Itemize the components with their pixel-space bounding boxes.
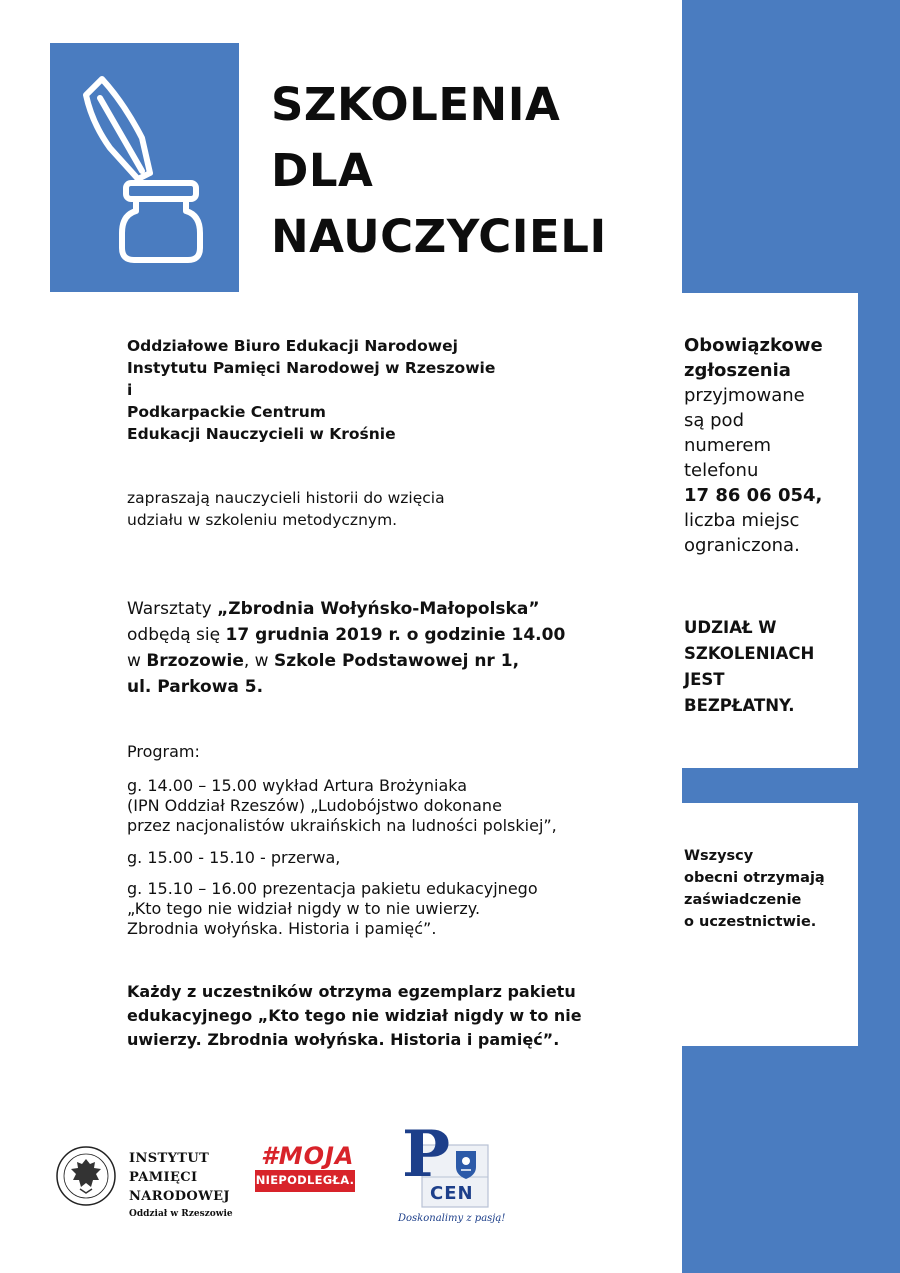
registration-line: telefonu bbox=[684, 460, 759, 481]
certificate-line: zaświadczenie bbox=[684, 892, 802, 908]
workshop-date: 17 grudnia 2019 r. o godzinie 14.00 bbox=[225, 625, 566, 645]
registration-line: Obowiązkowe bbox=[684, 335, 823, 356]
workshop-address: ul. Parkowa 5. bbox=[127, 677, 264, 697]
certificate-line: obecni otrzymają bbox=[684, 870, 825, 886]
registration-phone: 17 86 06 054, bbox=[684, 485, 823, 506]
ipn-branch-label: Oddział w Rzeszowie bbox=[129, 1209, 233, 1219]
ipn-logo-text bbox=[129, 1149, 230, 1206]
program-item bbox=[127, 776, 557, 836]
registration-line: przyjmowane bbox=[684, 385, 805, 406]
certificate-line: Wszyscy bbox=[684, 848, 754, 864]
organizer-line: Instytutu Pamięci Narodowej w Rzeszowie bbox=[127, 359, 496, 377]
moja-bar-text: NIEPODLEGŁA. bbox=[255, 1173, 355, 1187]
workshop-place-sep: , w bbox=[243, 651, 274, 671]
moja-bar bbox=[255, 1170, 355, 1192]
organizer-line: i bbox=[127, 381, 133, 399]
certificate-line: o uczestnictwie. bbox=[684, 914, 817, 930]
program-item-line: g. 15.00 - 15.10 - przerwa, bbox=[127, 848, 341, 867]
organizer-line: Edukacji Nauczycieli w Krośnie bbox=[127, 425, 396, 443]
pcen-tagline: Doskonalimy z pasją! bbox=[398, 1213, 506, 1224]
invitation-line: zapraszają nauczycieli historii do wzięcia bbox=[127, 489, 445, 507]
closing-line: edukacyjnego „Kto tego nie widział nigdy w to nie bbox=[127, 1006, 582, 1025]
quill-inkwell-icon bbox=[50, 43, 239, 292]
program-item bbox=[127, 879, 538, 939]
closing-note bbox=[127, 980, 582, 1052]
ipn-logo-line: INSTYTUT bbox=[129, 1151, 210, 1166]
title-line: SZKOLENIA bbox=[271, 78, 561, 131]
organizer-line: Oddziałowe Biuro Edukacji Narodowej bbox=[127, 337, 458, 355]
program-item-line: Zbrodnia wołyńska. Historia i pamięć”. bbox=[127, 919, 437, 938]
workshop-place-prefix: w bbox=[127, 651, 147, 671]
workshop-town: Brzozowie bbox=[146, 651, 244, 671]
program-item-line: g. 14.00 – 15.00 wykład Artura Brożyniaka bbox=[127, 776, 468, 795]
workshop-school: Szkole Podstawowej nr 1, bbox=[274, 651, 520, 671]
organizer-line: Podkarpackie Centrum bbox=[127, 403, 326, 421]
program-label: Program: bbox=[127, 742, 200, 761]
registration-line: liczba miejsc bbox=[684, 510, 800, 531]
free-line: UDZIAŁ W bbox=[684, 618, 777, 637]
organizers-block bbox=[127, 335, 495, 445]
title-line: DLA bbox=[271, 144, 374, 197]
free-participation-note bbox=[684, 615, 814, 719]
moja-hashtag: #MOJA bbox=[261, 1142, 355, 1170]
program-item-line: (IPN Oddział Rzeszów) „Ludobójstwo dokonane bbox=[127, 796, 502, 815]
page-title bbox=[271, 72, 607, 270]
program-item bbox=[127, 848, 340, 868]
registration-line: numerem bbox=[684, 435, 772, 456]
ipn-logo-line: PAMIĘCI bbox=[129, 1170, 198, 1185]
closing-line: Każdy z uczestników otrzyma egzemplarz pakietu bbox=[127, 982, 576, 1001]
workshop-title: „Zbrodnia Wołyńsko-Małopolska” bbox=[217, 599, 540, 619]
certificate-note bbox=[684, 845, 825, 933]
free-line: BEZPŁATNY. bbox=[684, 696, 795, 715]
ipn-eagle-seal-icon bbox=[55, 1145, 117, 1207]
ipn-logo-line: NARODOWEJ bbox=[129, 1189, 230, 1204]
moja-niepodlegla-logo bbox=[255, 1140, 355, 1212]
pcen-letter-p: P bbox=[402, 1117, 451, 1192]
program-item-line: g. 15.10 – 16.00 prezentacja pakietu edukacyjnego bbox=[127, 879, 538, 898]
registration-line: są pod bbox=[684, 410, 744, 431]
free-line: JEST bbox=[684, 670, 725, 689]
invitation-line: udziału w szkoleniu metodycznym. bbox=[127, 511, 398, 529]
workshop-date-prefix: odbędą się bbox=[127, 625, 226, 645]
registration-info bbox=[684, 333, 823, 558]
registration-line: ograniczona. bbox=[684, 535, 800, 556]
workshop-details bbox=[127, 596, 565, 700]
pcen-letters-cen: CEN bbox=[430, 1183, 474, 1204]
program-item-line: „Kto tego nie widział nigdy w to nie uwierzy. bbox=[127, 899, 481, 918]
closing-line: uwierzy. Zbrodnia wołyńska. Historia i pamięć”. bbox=[127, 1030, 560, 1049]
registration-line: zgłoszenia bbox=[684, 360, 791, 381]
free-line: SZKOLENIACH bbox=[684, 644, 815, 663]
invitation-text bbox=[127, 487, 445, 531]
title-line: NAUCZYCIELI bbox=[271, 210, 607, 263]
workshop-prefix: Warsztaty bbox=[127, 599, 218, 619]
program-item-line: przez nacjonalistów ukraińskich na ludności polskiej”, bbox=[127, 816, 557, 835]
